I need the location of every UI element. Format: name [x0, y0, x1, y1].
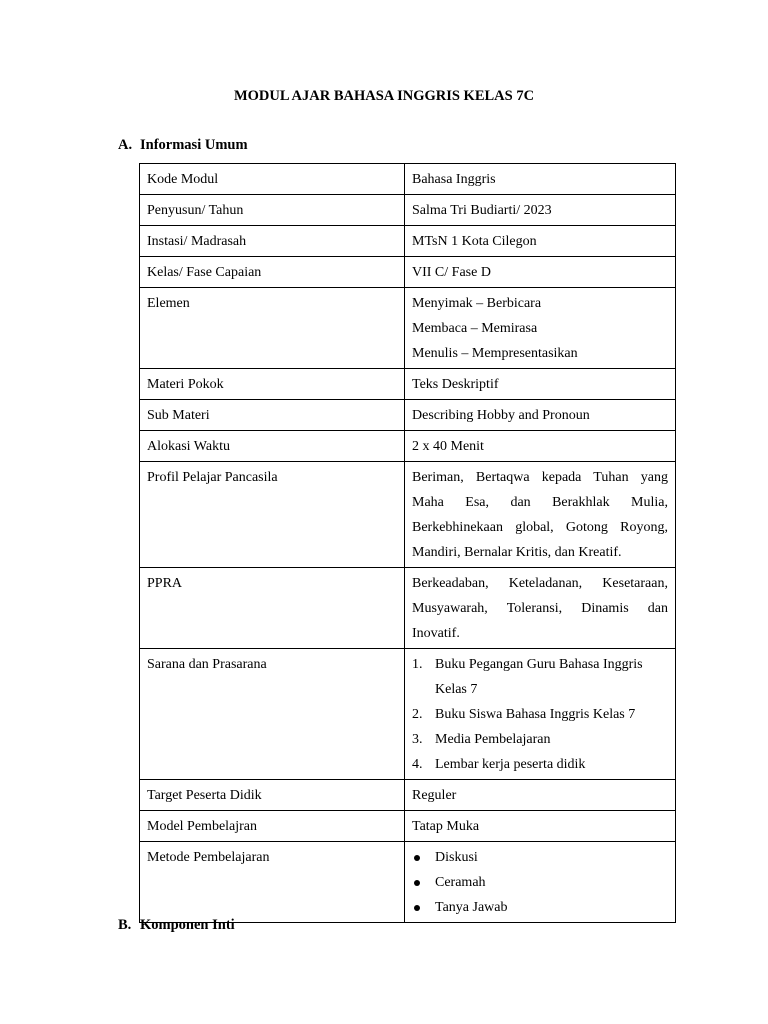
- table-row: [140, 288, 676, 369]
- row-label: Sub Materi: [140, 400, 405, 431]
- row-value: Bahasa Inggris: [405, 164, 676, 195]
- row-label: Instasi/ Madrasah: [140, 226, 405, 257]
- row-value: Beriman, Bertaqwa kepada Tuhan yang Maha Esa, dan Berakhlak Mulia, Berkebhinekaan global, Gotong Royong, Mandiri, Bernalar Kritis, dan Kreatif.: [405, 462, 676, 568]
- table-row: [140, 568, 676, 649]
- row-value: VII C/ Fase D: [405, 257, 676, 288]
- list-item: [412, 652, 668, 702]
- list-text: Buku Siswa Bahasa Inggris Kelas 7: [435, 707, 636, 722]
- list-text: Diskusi: [435, 850, 478, 865]
- list-item: [412, 702, 668, 727]
- table-row: [140, 431, 676, 462]
- row-value: Tatap Muka: [405, 811, 676, 842]
- list-text: Media Pembelajaran: [435, 732, 551, 747]
- list-text: Tanya Jawab: [435, 900, 508, 915]
- row-label: Alokasi Waktu: [140, 431, 405, 462]
- section-b-heading: [118, 917, 235, 934]
- table-row: [140, 811, 676, 842]
- section-b-letter: B.: [118, 917, 132, 933]
- list-text: Buku Pegangan Guru Bahasa Inggris Kelas 7: [435, 657, 643, 697]
- row-label: Metode Pembelajaran: [140, 842, 405, 923]
- list-number: 4.: [412, 757, 423, 772]
- row-label: PPRA: [140, 568, 405, 649]
- list-text: Lembar kerja peserta didik: [435, 757, 586, 772]
- row-label: Kode Modul: [140, 164, 405, 195]
- section-a-heading: [118, 137, 248, 154]
- row-label: Penyusun/ Tahun: [140, 195, 405, 226]
- informasi-umum-table: [139, 163, 676, 923]
- section-b-text: Komponen Inti: [140, 917, 235, 933]
- row-value: Teks Deskriptif: [405, 369, 676, 400]
- section-a-letter: A.: [118, 137, 133, 153]
- row-label: Materi Pokok: [140, 369, 405, 400]
- row-label: Elemen: [140, 288, 405, 369]
- list-item: [412, 752, 668, 777]
- elemen-item: Menulis – Mempresentasikan: [412, 346, 578, 361]
- row-label: Model Pembelajran: [140, 811, 405, 842]
- row-label: Profil Pelajar Pancasila: [140, 462, 405, 568]
- list-number: 2.: [412, 707, 423, 722]
- row-value: 2 x 40 Menit: [405, 431, 676, 462]
- bullet-icon: [414, 880, 420, 886]
- table-row: [140, 164, 676, 195]
- bullet-icon: [414, 905, 420, 911]
- list-number: 1.: [412, 657, 423, 672]
- row-value: MTsN 1 Kota Cilegon: [405, 226, 676, 257]
- table-row: [140, 195, 676, 226]
- row-label: Sarana dan Prasarana: [140, 649, 405, 780]
- sarana-list: [412, 652, 668, 777]
- elemen-item: Membaca – Memirasa: [412, 321, 538, 336]
- list-number: 3.: [412, 732, 423, 747]
- table-row: [140, 462, 676, 568]
- metode-list: [412, 845, 668, 920]
- table-row: [140, 842, 676, 923]
- row-label: Kelas/ Fase Capaian: [140, 257, 405, 288]
- row-value: [405, 288, 676, 369]
- row-value: Describing Hobby and Pronoun: [405, 400, 676, 431]
- list-item: [412, 870, 668, 895]
- section-a-text: Informasi Umum: [140, 137, 248, 153]
- list-item: [412, 895, 668, 920]
- table-row: [140, 400, 676, 431]
- row-value: Salma Tri Budiarti/ 2023: [405, 195, 676, 226]
- list-item: [412, 845, 668, 870]
- bullet-icon: [414, 855, 420, 861]
- table-row: [140, 780, 676, 811]
- table-row: [140, 226, 676, 257]
- row-label: Target Peserta Didik: [140, 780, 405, 811]
- table-row: [140, 257, 676, 288]
- list-text: Ceramah: [435, 875, 486, 890]
- row-value: Reguler: [405, 780, 676, 811]
- row-value: Berkeadaban, Keteladanan, Kesetaraan, Musyawarah, Toleransi, Dinamis dan Inovatif.: [405, 568, 676, 649]
- row-value: [405, 649, 676, 780]
- elemen-item: Menyimak – Berbicara: [412, 296, 542, 311]
- table-row: [140, 369, 676, 400]
- row-value: [405, 842, 676, 923]
- list-item: [412, 727, 668, 752]
- table-row: [140, 649, 676, 780]
- document-title: MODUL AJAR BAHASA INGGRIS KELAS 7C: [233, 88, 535, 104]
